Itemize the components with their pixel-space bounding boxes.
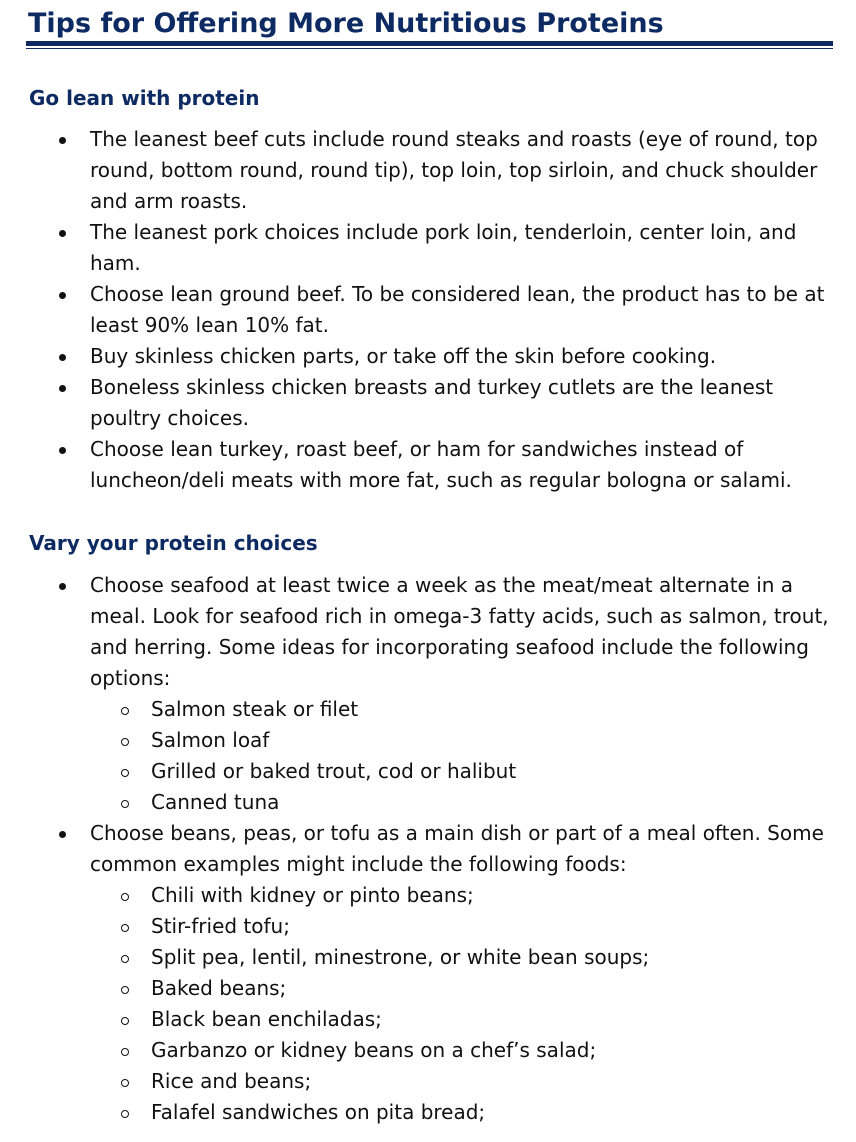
list-item <box>0 434 856 496</box>
title-rule-thin <box>26 48 833 49</box>
sub-list-item-text: Grilled or baked trout, cod or halibut <box>151 759 517 783</box>
list-item-text: The leanest beef cuts include round steaks and roasts (eye of round, top round, bottom round, round tip), top loin, top sirloin, and chuck shoulder and arm roasts. <box>90 127 818 213</box>
bullet-icon <box>59 292 66 299</box>
sub-list-item <box>0 1066 832 1097</box>
sub-list-item <box>0 756 832 787</box>
sub-list-item-text: Salmon loaf <box>151 728 270 752</box>
list-item <box>0 372 856 434</box>
sub-list-item-text: Garbanzo or kidney beans on a chef’s salad; <box>151 1038 597 1062</box>
circle-bullet-icon <box>121 893 129 901</box>
section-heading-go-lean: Go lean with protein <box>29 86 260 110</box>
sub-list-item <box>0 725 832 756</box>
circle-bullet-icon <box>121 738 129 746</box>
list-item-text: Choose lean turkey, roast beef, or ham for sandwiches instead of luncheon/deli meats with more fat, such as regular bologna or salami. <box>90 437 792 492</box>
circle-bullet-icon <box>121 1110 129 1118</box>
sub-list-item <box>0 787 832 818</box>
bullet-icon <box>59 385 66 392</box>
sub-list-item-text: Stir-fried tofu; <box>151 914 290 938</box>
sub-list-item <box>0 942 832 973</box>
bullet-icon <box>59 137 66 144</box>
sub-list-item-text: Falafel sandwiches on pita bread; <box>151 1100 486 1124</box>
circle-bullet-icon <box>121 1017 129 1025</box>
title-rule <box>26 41 833 46</box>
vary-protein-list <box>0 570 856 1128</box>
seafood-options-list <box>90 694 832 818</box>
list-item-text: The leanest pork choices include pork loin, tenderloin, center loin, and ham. <box>90 220 797 275</box>
sub-list-item-text: Salmon steak or filet <box>151 697 359 721</box>
list-item-text: Buy skinless chicken parts, or take off the skin before cooking. <box>90 344 717 368</box>
list-item <box>0 341 856 372</box>
list-item <box>0 217 856 279</box>
page-title: Tips for Offering More Nutritious Proteins <box>28 8 664 39</box>
sub-list-item <box>0 1004 832 1035</box>
list-item-text: Boneless skinless chicken breasts and turkey cutlets are the leanest poultry choices. <box>90 375 774 430</box>
list-item-text: Choose beans, peas, or tofu as a main dish or part of a meal often. Some common examples might include the following foods: <box>90 821 824 876</box>
sub-list-item <box>0 694 832 725</box>
sub-list-item-text: Baked beans; <box>151 976 287 1000</box>
sub-list-item-text: Chili with kidney or pinto beans; <box>151 883 474 907</box>
lean-protein-list <box>0 124 856 496</box>
list-item-text: Choose lean ground beef. To be considered lean, the product has to be at least 90% lean 10% fat. <box>90 282 825 337</box>
sub-list-item <box>0 1097 832 1128</box>
sub-list-item-text: Black bean enchiladas; <box>151 1007 382 1031</box>
circle-bullet-icon <box>121 924 129 932</box>
sub-list-item <box>0 880 832 911</box>
bullet-icon <box>59 583 66 590</box>
circle-bullet-icon <box>121 955 129 963</box>
list-item <box>0 818 856 1128</box>
circle-bullet-icon <box>121 707 129 715</box>
section-heading-vary: Vary your protein choices <box>29 531 318 555</box>
bullet-icon <box>59 230 66 237</box>
sub-list-item-text: Canned tuna <box>151 790 280 814</box>
sub-list-item <box>0 1035 832 1066</box>
circle-bullet-icon <box>121 1079 129 1087</box>
sub-list-item-text: Split pea, lentil, minestrone, or white bean soups; <box>151 945 650 969</box>
sub-list-item-text: Rice and beans; <box>151 1069 312 1093</box>
list-item-text: Choose seafood at least twice a week as the meat/meat alternate in a meal. Look for seafood rich in omega-3 fatty acids, such as salmon, trout, and herring. Some ideas for incorporating seafood include the following options: <box>90 573 829 690</box>
sub-list-item <box>0 973 832 1004</box>
bean-foods-list <box>90 880 832 1128</box>
bullet-icon <box>59 831 66 838</box>
circle-bullet-icon <box>121 800 129 808</box>
list-item <box>0 124 856 217</box>
bullet-icon <box>59 447 66 454</box>
bullet-icon <box>59 354 66 361</box>
circle-bullet-icon <box>121 1048 129 1056</box>
circle-bullet-icon <box>121 769 129 777</box>
list-item <box>0 570 856 818</box>
list-item <box>0 279 856 341</box>
circle-bullet-icon <box>121 986 129 994</box>
sub-list-item <box>0 911 832 942</box>
